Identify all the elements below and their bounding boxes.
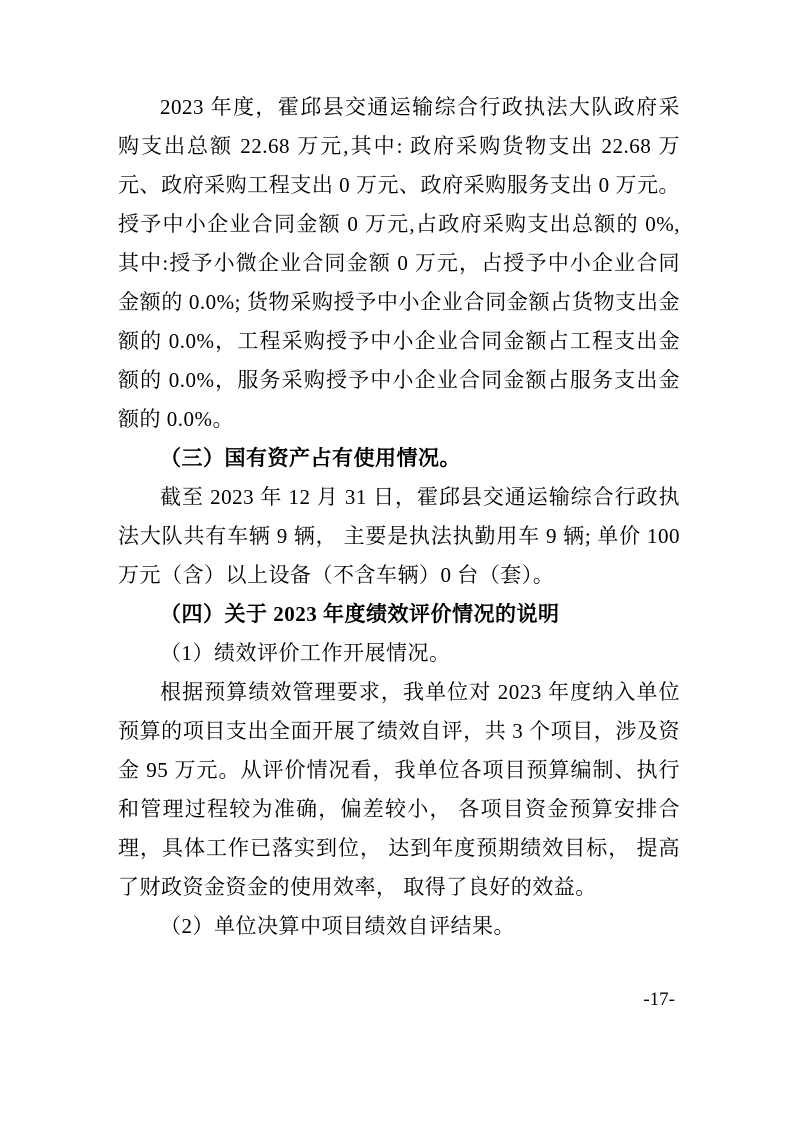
heading-section-3-state-assets: （三）国有资产占有使用情况。: [160, 446, 461, 470]
subheading-1-evaluation-work: （1）绩效评价工作开展情况。: [160, 641, 451, 665]
paragraph-state-assets: 截至 2023 年 12 月 31 日，霍邱县交通运输综合行政执法大队共有车辆 9 辆， 主要是执法执勤用车 9 辆; 单价 100 万元（含）以上设备（不含车辆）0 台（套）。: [118, 485, 680, 587]
paragraph-government-procurement: 2023 年度，霍邱县交通运输综合行政执法大队政府采购支出总额 22.68 万元,其中: 政府采购货物支出 22.68 万元、政府采购工程支出 0 万元、政府采购服务支出 0 万元。授予中小企业合同金额 0 万元,占政府采购支出总额的 0%,其中:授予小微企业合同金额 0 万元，占授予中小企业合同金额的 0.0%; 货物采购授予中小企业合同金额占货物支出金额的 0.0%，工程采购授予中小企业合同金额占工程支出金额的 0.0%，服务采购授予中小企业合同金额占服务支出金额的 0.0%。: [118, 95, 680, 431]
heading-section-4-performance-evaluation: （四）关于 2023 年度绩效评价情况的说明: [160, 602, 560, 626]
paragraph-performance-evaluation: 根据预算绩效管理要求，我单位对 2023 年度纳入单位预算的项目支出全面开展了绩效自评，共 3 个项目，涉及资金 95 万元。从评价情况看，我单位各项目预算编制、执行和管理过程较为准确，偏差较小， 各项目资金预算安排合理，具体工作已落实到位， 达到年度预期绩效目标， 提高了财政资金资金的使用效率， 取得了良好的效益。: [118, 680, 680, 899]
document-content: [118, 88, 680, 946]
subheading-2-self-evaluation-results: （2）单位决算中项目绩效自评结果。: [160, 914, 515, 938]
page-number: -17-: [643, 989, 675, 1010]
